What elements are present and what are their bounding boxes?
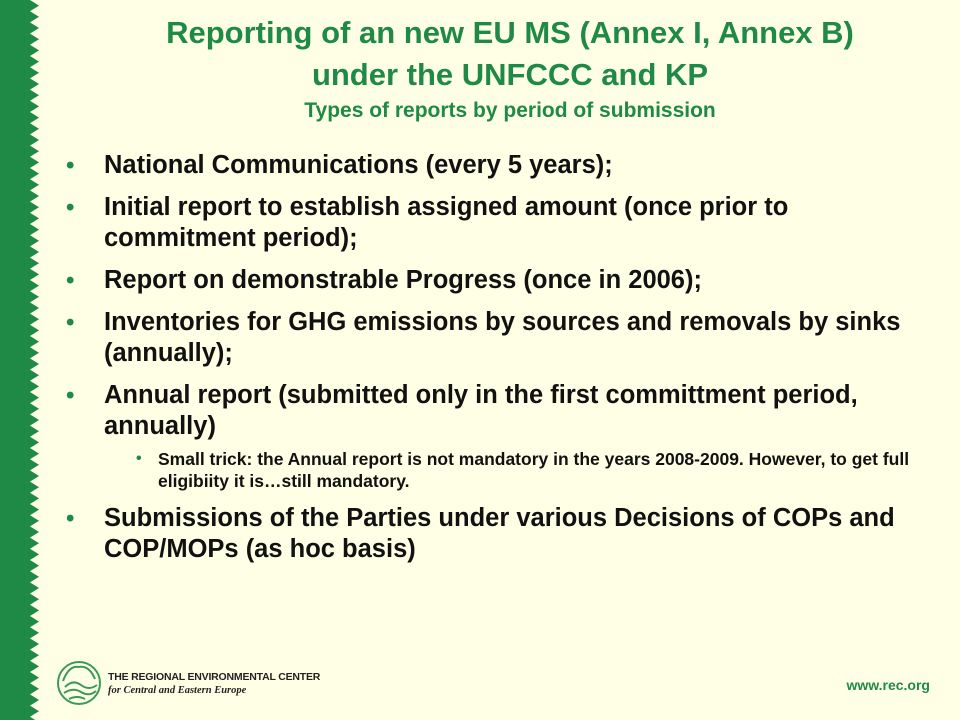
zigzag-border <box>0 0 40 720</box>
bullet-text: National Communications (every 5 years); <box>104 151 613 179</box>
title-block <box>60 12 960 125</box>
bullet-text: Annual report (submitted only in the first committment period, annually) <box>104 381 858 440</box>
slide-title-line2: under the UNFCCC and KP <box>311 57 709 92</box>
bullet-text: Inventories for GHG emissions by sources and removals by sinks (annually); <box>104 308 901 367</box>
bullet-icon: • <box>66 505 75 532</box>
org-region: for Central and Eastern Europe <box>108 685 247 696</box>
sub-bullet-text: Small trick: the Annual report is not mandatory in the years 2008-2009. However, to get full eligibiity it is…still mandatory. <box>158 449 910 491</box>
bullet-item-submissions <box>66 503 926 565</box>
bullet-icon: • <box>66 267 75 294</box>
bullet-text: Submissions of the Parties under various Decisions of COPs and COP/MOPs (as hoc basis) <box>104 504 895 563</box>
org-name: THE REGIONAL ENVIRONMENTAL CENTER <box>108 671 321 683</box>
bullet-text: Report on demonstrable Progress (once in 2006); <box>104 266 702 294</box>
slide-title-line1: Reporting of an new EU MS (Annex I, Annex B) <box>166 15 854 50</box>
rec-logo <box>55 657 320 707</box>
bullet-icon: • <box>66 194 75 221</box>
bullet-list <box>66 150 926 576</box>
slide-subtitle: Types of reports by period of submission <box>304 99 716 122</box>
sub-bullet-item-small-trick <box>136 448 926 492</box>
bullet-item-national-communications <box>66 150 926 181</box>
sub-bullet-list <box>104 448 926 492</box>
logo-text <box>108 671 320 697</box>
rec-logo-icon <box>55 657 105 707</box>
bullet-item-ghg-inventories <box>66 307 926 369</box>
bullet-icon: • <box>66 382 75 409</box>
sub-bullet-icon: • <box>136 450 142 467</box>
footer-url-link[interactable]: www.rec.org <box>846 677 930 693</box>
bullet-icon: • <box>66 309 75 336</box>
bullet-item-annual-report <box>66 380 926 492</box>
bullet-icon: • <box>66 152 75 179</box>
bullet-item-initial-report <box>66 192 926 254</box>
bullet-text: Initial report to establish assigned amount (once prior to commitment period); <box>104 193 789 252</box>
bullet-item-demonstrable-progress <box>66 265 926 296</box>
